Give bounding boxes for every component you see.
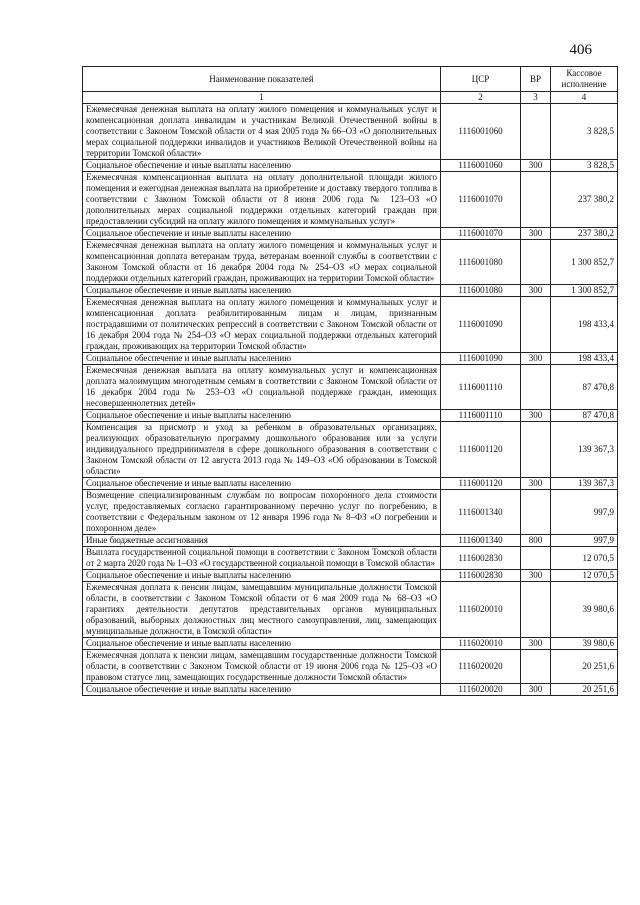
row-name: Ежемесячная компенсационная выплата на оплату дополнительной площади жилого помещения и ежегодная денежная выплата на приобретение и доставку твердого топлива в соответствии с Законом Томской области от 8 июня 2006 года № 123–ОЗ «О дополнительных мерах социальной поддержки отдельных категорий граждан при предоставлении субсидий на оплату жилого помещения и коммунальных услуг» <box>83 172 441 228</box>
row-vr-code <box>521 422 551 478</box>
table-row <box>83 535 618 547</box>
row-vr-code: 300 <box>521 478 551 490</box>
column-index: 3 <box>521 92 551 104</box>
table-row <box>83 172 618 228</box>
row-vr-code: 300 <box>521 684 551 696</box>
table-row <box>83 547 618 570</box>
row-name: Выплата государственной социальной помощи в соответствии с Законом Томской области от 2 марта 2020 года № 1–ОЗ «О государственной социальной помощи в Томской области» <box>83 547 441 570</box>
row-vr-code: 300 <box>521 228 551 240</box>
row-vr-code: 300 <box>521 570 551 582</box>
budget-execution-table <box>82 66 618 696</box>
row-name: Социальное обеспечение и иные выплаты населению <box>83 285 441 297</box>
row-csr-code: 1116001060 <box>441 160 521 172</box>
row-csr-code: 1116001110 <box>441 410 521 422</box>
row-name: Социальное обеспечение и иные выплаты населению <box>83 160 441 172</box>
row-amount: 20 251,6 <box>551 684 618 696</box>
row-vr-code: 300 <box>521 160 551 172</box>
row-name: Ежемесячная денежная выплата на оплату коммунальных услуг и компенсационная доплата малоимущим многодетным семьям в соответствии с Законом Томской области от 16 декабря 2004 года № 253–ОЗ «О социальной поддержке граждан, имеющих несовершеннолетних детей» <box>83 365 441 410</box>
row-name: Ежемесячная денежная выплата на оплату жилого помещения и коммунальных услуг и компенсационная доплата ветеранам труда, ветеранам военной службы в соответствии с Законом Томской области от 16 декабря 2004 года № 254–ОЗ «О мерах социальной поддержки отдельных категорий граждан, проживающих на территории Томской области» <box>83 240 441 285</box>
row-name: Ежемесячная доплата к пенсии лицам, замещавшим муниципальные должности Томской области, в соответствии с Законом Томской области от 6 мая 2009 года № 68–ОЗ «О гарантиях деятельности депутатов представительных органов муниципальных образований, выборных должностных лиц местного самоуправления, лиц, замещающих муниципальные должности, в Томской области» <box>83 582 441 638</box>
row-vr-code <box>521 172 551 228</box>
row-vr-code <box>521 240 551 285</box>
row-name: Ежемесячная денежная выплата на оплату жилого помещения и коммунальных услуг и компенсационная доплата реабилитированным лицам и лицам, признанным пострадавшими от политических репрессий в соответствии с Законом Томской области от 16 декабря 2004 года № 254–ОЗ «О мерах социальной поддержки отдельных категорий граждан, проживающих на территории Томской области» <box>83 297 441 353</box>
row-name: Социальное обеспечение и иные выплаты населению <box>83 478 441 490</box>
row-csr-code: 1116020010 <box>441 582 521 638</box>
table-row <box>83 638 618 650</box>
table-row <box>83 297 618 353</box>
row-vr-code: 800 <box>521 535 551 547</box>
header-name: Наименование показателей <box>83 67 441 92</box>
row-amount: 198 433,4 <box>551 353 618 365</box>
row-amount: 87 470,8 <box>551 410 618 422</box>
header-amount: Кассовое исполнение <box>551 67 618 92</box>
row-name: Социальное обеспечение и иные выплаты населению <box>83 684 441 696</box>
row-csr-code: 1116001120 <box>441 422 521 478</box>
row-name: Социальное обеспечение и иные выплаты населению <box>83 570 441 582</box>
row-csr-code: 1116001070 <box>441 172 521 228</box>
row-vr-code <box>521 297 551 353</box>
table-row <box>83 160 618 172</box>
row-vr-code <box>521 104 551 160</box>
row-amount: 1 300 852,7 <box>551 240 618 285</box>
row-name: Социальное обеспечение и иные выплаты населению <box>83 353 441 365</box>
row-amount: 87 470,8 <box>551 365 618 410</box>
column-index: 1 <box>83 92 441 104</box>
table-row <box>83 650 618 684</box>
row-vr-code <box>521 490 551 535</box>
row-csr-code: 1116001080 <box>441 285 521 297</box>
column-index: 4 <box>551 92 618 104</box>
row-vr-code <box>521 547 551 570</box>
header-vr: ВР <box>521 67 551 92</box>
table-row <box>83 582 618 638</box>
row-amount: 139 367,3 <box>551 478 618 490</box>
row-amount: 39 980,6 <box>551 582 618 638</box>
row-amount: 3 828,5 <box>551 160 618 172</box>
row-name: Социальное обеспечение и иные выплаты населению <box>83 228 441 240</box>
row-csr-code: 1116020020 <box>441 684 521 696</box>
table-row <box>83 285 618 297</box>
table-row <box>83 353 618 365</box>
row-name: Иные бюджетные ассигнования <box>83 535 441 547</box>
row-vr-code: 300 <box>521 410 551 422</box>
row-amount: 997,9 <box>551 490 618 535</box>
table-row <box>83 684 618 696</box>
column-index: 2 <box>441 92 521 104</box>
row-amount: 12 070,5 <box>551 547 618 570</box>
table-row <box>83 490 618 535</box>
row-amount: 139 367,3 <box>551 422 618 478</box>
row-amount: 3 828,5 <box>551 104 618 160</box>
header-row <box>83 67 618 92</box>
row-vr-code: 300 <box>521 638 551 650</box>
row-name: Ежемесячная доплата к пенсии лицам, замещавшим государственные должности Томской области, в соответствии с Законом Томской области от 19 июня 2006 года № 125–ОЗ «О правовом статусе лиц, замещающих государственные должности Томской области» <box>83 650 441 684</box>
row-vr-code <box>521 582 551 638</box>
row-amount: 997,9 <box>551 535 618 547</box>
row-csr-code: 1116001080 <box>441 240 521 285</box>
row-csr-code: 1116001090 <box>441 297 521 353</box>
row-csr-code: 1116002830 <box>441 547 521 570</box>
row-amount: 1 300 852,7 <box>551 285 618 297</box>
table-row <box>83 422 618 478</box>
row-csr-code: 1116002830 <box>441 570 521 582</box>
table-row <box>83 478 618 490</box>
row-name: Ежемесячная денежная выплата на оплату жилого помещения и коммунальных услуг и компенсационная доплата инвалидам и участникам Великой Отечественной войны в соответствии с Законом Томской области от 4 мая 2005 года № 66–ОЗ «О дополнительных мерах социальной поддержки инвалидов и участников Великой Отечественной войны на территории Томской области» <box>83 104 441 160</box>
row-name: Социальное обеспечение и иные выплаты населению <box>83 638 441 650</box>
table-row <box>83 365 618 410</box>
row-csr-code: 1116020020 <box>441 650 521 684</box>
row-csr-code: 1116001090 <box>441 353 521 365</box>
row-amount: 12 070,5 <box>551 570 618 582</box>
row-csr-code: 1116001340 <box>441 490 521 535</box>
header-csr: ЦСР <box>441 67 521 92</box>
table-row <box>83 240 618 285</box>
table-row <box>83 410 618 422</box>
row-vr-code: 300 <box>521 285 551 297</box>
table-row <box>83 570 618 582</box>
row-vr-code: 300 <box>521 353 551 365</box>
row-amount: 237 380,2 <box>551 228 618 240</box>
row-vr-code <box>521 365 551 410</box>
row-vr-code <box>521 650 551 684</box>
row-csr-code: 1116001110 <box>441 365 521 410</box>
row-csr-code: 1116001060 <box>441 104 521 160</box>
table-row <box>83 104 618 160</box>
row-name: Компенсация за присмотр и уход за ребенком в образовательных организациях, реализующих образовательную программу дошкольного образования или за услуги индивидуального предпринимателя в сфере дошкольного образования в соответствии с Законом Томской области от 12 августа 2013 года № 149–ОЗ «Об образовании в Томской области» <box>83 422 441 478</box>
row-name: Возмещение специализированным службам по вопросам похоронного дела стоимости услуг, предоставляемых согласно гарантированному перечню услуг по погребению, в соответствии с Федеральным законом от 12 января 1996 года № 8–ФЗ «О погребении и похоронном деле» <box>83 490 441 535</box>
row-csr-code: 1116001120 <box>441 478 521 490</box>
row-csr-code: 1116001070 <box>441 228 521 240</box>
row-csr-code: 1116001340 <box>441 535 521 547</box>
table-row <box>83 228 618 240</box>
row-name: Социальное обеспечение и иные выплаты населению <box>83 410 441 422</box>
page-number: 406 <box>569 42 592 58</box>
row-amount: 20 251,6 <box>551 650 618 684</box>
row-amount: 237 380,2 <box>551 172 618 228</box>
row-amount: 39 980,6 <box>551 638 618 650</box>
column-index-row <box>83 92 618 104</box>
row-amount: 198 433,4 <box>551 297 618 353</box>
row-csr-code: 1116020010 <box>441 638 521 650</box>
